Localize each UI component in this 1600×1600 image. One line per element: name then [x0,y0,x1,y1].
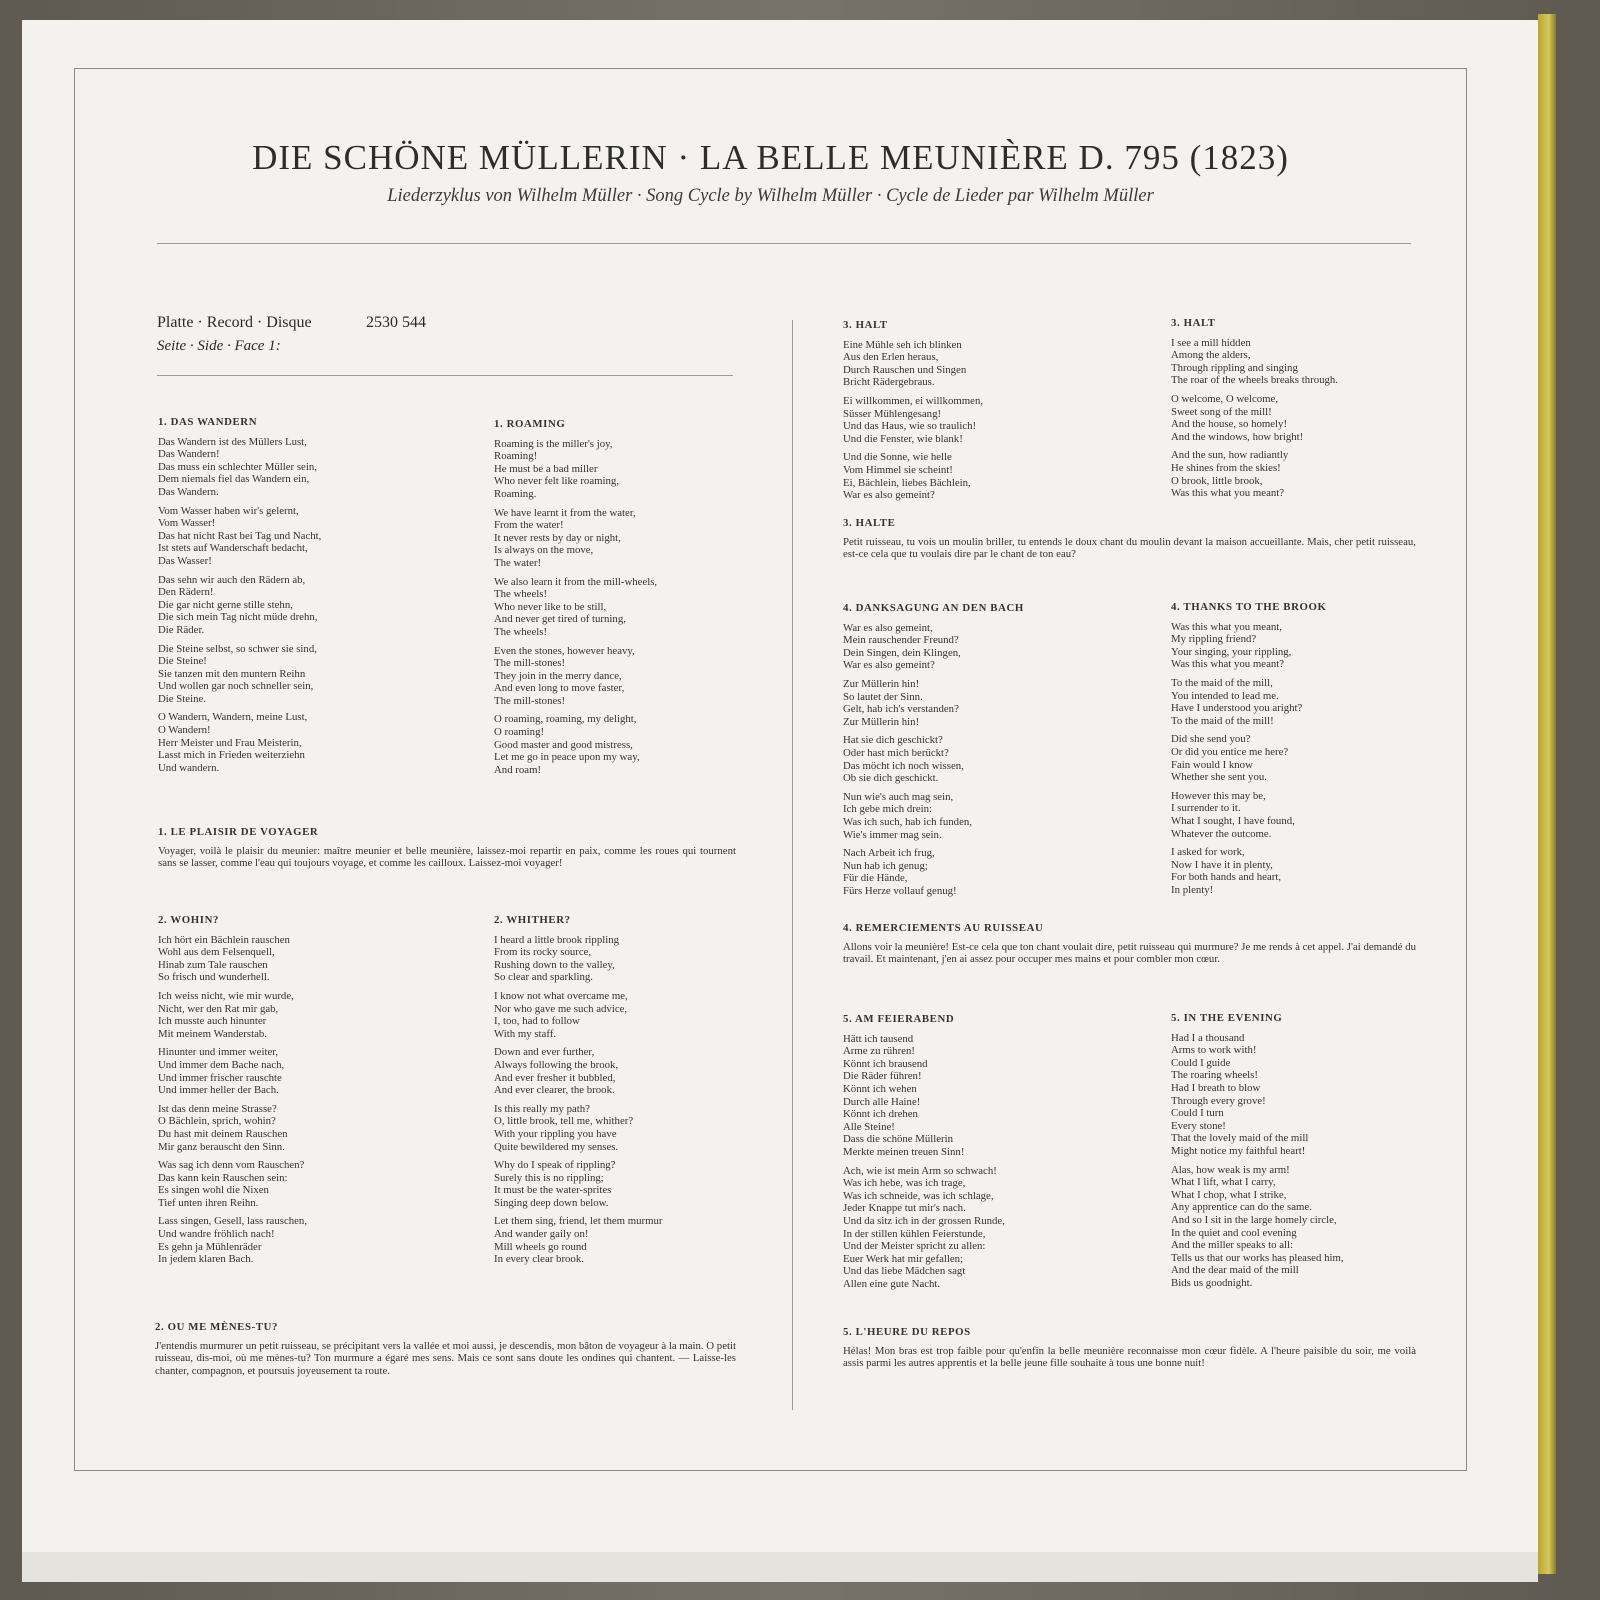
stanza [1171,733,1431,783]
song-heading: 4. REMERCIEMENTS AU RUISSEAU [843,922,1044,934]
verse-line: The mill-stones! [494,694,566,707]
verse-line: Das Wandern! [158,448,220,461]
song-1-english [494,418,764,782]
verse-line: I know not what overcame me, [494,989,628,1002]
verse-line: Ich musste auch hinunter [158,1015,267,1028]
song-heading: 1. ROAMING [494,418,566,430]
verse-line: That the lovely maid of the mill [1171,1132,1309,1145]
verse-line: O Wandern! [158,724,211,737]
verse-line: Have I understood you aright? [1171,702,1303,715]
verse-line: Mir ganz berauscht den Sinn. [158,1140,285,1153]
verse-line: Whatever the outcome. [1171,827,1272,840]
verse-line: Nach Arbeit ich frug, [843,847,935,860]
verse-line: And ever clearer, the brook. [494,1084,615,1097]
verse-line: Roaming. [494,487,537,500]
record-number: 2530 544 [366,314,426,331]
stanza [843,339,1143,389]
verse-line: Nor who gave me such advice, [494,1002,628,1015]
verse-line: Süsser Mühlengesang! [843,407,942,420]
verse-line: Roaming! [494,450,538,463]
song-heading: 3. HALTE [843,517,896,529]
verse-line: Fain would I know [1171,758,1253,771]
verse-line: From the water! [494,519,564,532]
record-divider [157,375,733,376]
verse-line: What I lift, what I carry, [1171,1176,1276,1189]
verse-line: With your rippling you have [494,1127,617,1140]
verse-line: Nun hab ich genug; [843,859,928,872]
verse-line: Tief unten ihren Reihn. [158,1196,259,1209]
verse-line: Mein rauschender Freund? [843,634,959,647]
verse-line: Sweet song of the mill! [1171,405,1272,418]
verse-line: Quite bewildered my senses. [494,1140,619,1153]
verse-line: To the maid of the mill! [1171,714,1274,727]
verse-line: From its rocky source, [494,946,592,959]
verse-line: The roar of the wheels breaks through. [1171,374,1338,387]
verse-line: Fürs Herze vollauf genug! [843,884,957,897]
song-heading: 3. HALT [1171,317,1216,329]
verse-line: Bricht Rädergebraus. [843,376,935,389]
stanza [1171,621,1431,671]
verse-line: Ei, Bächlein, liebes Bächlein, [843,476,971,489]
stanza [1171,337,1431,387]
verse-line: Merkte meinen treuen Sinn! [843,1145,965,1158]
verse-line: In jedem klaren Bach. [158,1253,254,1266]
stanza [158,990,458,1040]
verse-line: Dein Singen, dein Klingen, [843,646,961,659]
verse-line: So frisch und wunderhell. [158,971,270,984]
insert-sheet-edge [22,1552,1538,1582]
verse-line: Könnt ich wehen [843,1082,917,1095]
verse-line: Your singing, your rippling, [1171,645,1292,658]
stanza [1171,393,1431,443]
verse-line: Wie's immer mag sein. [843,828,942,841]
verse-line: The water! [494,556,542,569]
verse-line: Was this what you meant? [1171,658,1285,671]
song-heading: 5. L'HEURE DU REPOS [843,1326,971,1338]
verse-line: War es also gemeint? [843,659,935,672]
verse-line: The roaring wheels! [1171,1069,1258,1082]
stanza [494,1159,764,1209]
verse-line: I heard a little brook rippling [494,933,620,946]
verse-line: Hinunter und immer weiter, [158,1046,279,1059]
verse-line: Whether she sent you. [1171,771,1267,784]
verse-line: And the windows, how bright! [1171,430,1304,443]
verse-line: Through rippling and singing [1171,361,1298,374]
verse-line: And the house, so homely! [1171,418,1288,431]
verse-line: Gelt, hab ich's verstanden? [843,703,959,716]
song-5-english [1171,1012,1431,1295]
verse-line: The wheels! [494,588,548,601]
stanza [158,1159,458,1209]
stanza [1171,1164,1431,1290]
song-5-french [843,1326,1416,1370]
verse-line: Ach, wie ist mein Arm so schwach! [843,1164,997,1177]
verse-line: Always following the brook, [494,1058,619,1071]
verse-line: So lautet der Sinn. [843,690,923,703]
verse-line: Den Rädern! [158,586,214,599]
summary-text: J'entendis murmurer un petit ruisseau, se précipitant vers la vallée et moi aussi, je descendis, mon bâton de voyageur à la main. O petit ruisseau, dis-moi, où me mènes-tu? Ton murmure a égaré mes sens. Mais ce sont sans doute les ondines qui chantent. — Laisse-les chanter, compagnon, et poursuis joyeusement ta route. [155,1339,736,1377]
stanza [494,990,764,1040]
verse-line: Könnt ich brausend [843,1057,928,1070]
song-1-french [158,826,736,870]
song-4-french [843,922,1416,966]
verse-line: Every stone! [1171,1119,1226,1132]
verse-line: Nicht, wer den Rat mir gab, [158,1002,279,1015]
stanza [494,1103,764,1153]
song-2-german [158,914,458,1272]
stanza [158,574,458,637]
song-2-english [494,914,764,1272]
verse-line: Arms to work with! [1171,1044,1257,1057]
verse-line: Und die Fenster, wie blank! [843,432,963,445]
verse-line: Und das liebe Mädchen sagt [843,1265,966,1278]
verse-line: Ob sie dich geschickt. [843,772,939,785]
song-1-german [158,416,458,780]
verse-line: Eine Mühle seh ich blinken [843,338,962,351]
verse-line: Alle Steine! [843,1120,895,1133]
page-title: DIE SCHÖNE MÜLLERIN · LA BELLE MEUNIÈRE D. 795 (1823) [252,138,1289,177]
verse-line: Was ich such, hab ich funden, [843,815,972,828]
verse-line: Did she send you? [1171,733,1251,746]
verse-line: Und wandern. [158,761,220,774]
verse-line: Tells us that our works has pleased him, [1171,1251,1344,1264]
song-heading: 5. AM FEIERABEND [843,1013,955,1025]
verse-line: Die gar nicht gerne stille stehn, [158,598,293,611]
page-subtitle: Liederzyklus von Wilhelm Müller · Song Cycle by Wilhelm Müller · Cycle de Lieder par Wilhelm Müller [387,186,1154,206]
verse-line: Zur Müllerin hin! [843,715,920,728]
verse-line: To the maid of the mill, [1171,676,1273,689]
verse-line: Was ich hebe, was ich trage, [843,1177,966,1190]
verse-line: And even long to move faster, [494,682,625,695]
verse-line: Und wollen gar noch schneller sein, [158,680,314,693]
verse-line: O roaming! [494,726,545,739]
verse-line: Für die Hände, [843,872,908,885]
verse-line: They join in the merry dance, [494,669,622,682]
song-5-german [843,1013,1143,1296]
verse-line: Rushing down to the valley, [494,958,615,971]
verse-line: Und der Meister spricht zu allen: [843,1240,986,1253]
stanza [1171,846,1431,896]
song-heading: 5. IN THE EVENING [1171,1012,1283,1024]
verse-line: Das kann kein Rauschen sein: [158,1171,288,1184]
verse-line: Could I guide [1171,1056,1231,1069]
verse-line: War es also gemeint? [843,489,935,502]
verse-line: Ist stets auf Wanderschaft bedacht, [158,542,308,555]
verse-line: Had I a thousand [1171,1031,1245,1044]
verse-line: Was sag ich denn vom Rauschen? [158,1159,305,1172]
summary-text: Petit ruisseau, tu vois un moulin briller, tu entends le doux chant du moulin devant la maison accueillante. Mais, cher petit ruisseau, est-ce cela que tu voulais dire par le chant de ton eau? [843,535,1416,561]
verse-line: And so I sit in the large homely circle, [1171,1213,1337,1226]
title-divider [157,243,1411,244]
stanza [158,1215,458,1265]
stanza [843,847,1143,897]
verse-line: Surely this is no rippling; [494,1171,604,1184]
verse-line: Good master and good mistress, [494,738,633,751]
verse-line: Arme zu rühren! [843,1045,915,1058]
verse-line: Ei willkommen, ei willkommen, [843,394,984,407]
summary-text: Allons voir la meunière! Est-ce cela que ton chant voulait dire, petit ruisseau qui murmure? Je me rends à cet appel. J'ai demandé du travail. Et maintenant, j'en ai assez pour occuper mes mains et pour combler mon cœur. [843,940,1416,966]
verse-line: Und da sitz ich in der grossen Runde, [843,1214,1005,1227]
verse-line: For both hands and heart, [1171,871,1282,884]
stanza [843,734,1143,784]
verse-line: Wohl aus dem Felsenquell, [158,946,275,959]
verse-line: And never get tired of turning, [494,613,626,626]
verse-line: Das möcht ich noch wissen, [843,759,964,772]
verse-line: Durch Rauschen und Singen [843,363,967,376]
verse-line: Who never like to be still, [494,600,607,613]
verse-line: Die sich mein Tag nicht müde drehn, [158,611,318,624]
verse-line: Das muss ein schlechter Müller sein, [158,460,317,473]
verse-line: In the quiet and cool evening [1171,1226,1297,1239]
verse-line: Singing deep down below. [494,1196,609,1209]
verse-line: Euer Werk hat mir gefallen; [843,1252,964,1265]
verse-line: In der stillen kühlen Feierstunde, [843,1227,986,1240]
verse-line: However this may be, [1171,789,1266,802]
verse-line: Und immer dem Bache nach, [158,1058,285,1071]
verse-line: War es also gemeint, [843,621,933,634]
verse-line: Vom Himmel sie scheint! [843,463,953,476]
verse-line: Dem niemals fiel das Wandern ein, [158,473,310,486]
verse-line: Das Wandern. [158,485,219,498]
verse-line: Even the stones, however heavy, [494,644,635,657]
verse-line: Could I turn [1171,1107,1224,1120]
verse-line: Roaming is the miller's joy, [494,437,613,450]
verse-line: So clear and sparkling. [494,971,593,984]
stanza [158,711,458,774]
side-label: Seite · Side · Face 1: [157,338,281,354]
verse-line: And ever fresher it bubbled, [494,1071,616,1084]
verse-line: Die Räder. [158,623,205,636]
verse-line: Is always on the move, [494,544,594,557]
verse-line: In plenty! [1171,883,1214,896]
verse-line: Und wandre fröhlich nach! [158,1228,275,1241]
song-heading: 1. DAS WANDERN [158,416,258,428]
stanza [494,645,764,708]
stanza [1171,790,1431,840]
song-3-german [843,319,1143,508]
verse-line: Und die Sonne, wie helle [843,451,952,464]
verse-line: Hinab zum Tale rauschen [158,958,268,971]
stanza [843,395,1143,445]
verse-line: Die Räder führen! [843,1070,922,1083]
verse-line: Nun wie's auch mag sein, [843,790,954,803]
stanza [158,643,458,706]
stanza [843,678,1143,728]
stanza [1171,677,1431,727]
verse-line: And the dear maid of the mill [1171,1264,1299,1277]
verse-line: Hätt ich tausend [843,1032,914,1045]
summary-text: Voyager, voilà le plaisir du meunier: maître meunier et belle meunière, laissez-moi repartir en paix, comme les roues qui tournent sans se lasser, comme l'eau qui toujours voyage, et comme les cailloux. Laissez-moi voyager! [158,844,736,870]
stanza [494,1046,764,1096]
verse-line: Who never felt like roaming, [494,475,620,488]
song-heading: 2. WHITHER? [494,914,571,926]
verse-line: Had I breath to blow [1171,1081,1261,1094]
verse-line: Was this what you meant, [1171,620,1282,633]
verse-line: He must be a bad miller [494,462,598,475]
stanza [494,1215,764,1265]
verse-line: O welcome, O welcome, [1171,392,1279,405]
stanza [843,1033,1143,1159]
verse-line: We also learn it from the mill-wheels, [494,575,658,588]
verse-line: Was this what you meant? [1171,487,1285,500]
verse-line: Herr Meister und Frau Meisterin, [158,736,302,749]
verse-line: With my staff. [494,1027,557,1040]
verse-line: And roam! [494,763,542,776]
verse-line: I, too, had to follow [494,1015,580,1028]
verse-line: Und immer heller der Bach. [158,1084,279,1097]
verse-line: Mit meinem Wanderstab. [158,1027,267,1040]
verse-line: Jeder Knappe tut mir's nach. [843,1202,966,1215]
verse-line: Das sehn wir auch den Rädern ab, [158,573,306,586]
verse-line: And the sun, how radiantly [1171,449,1289,462]
verse-line: What I chop, what I strike, [1171,1188,1287,1201]
verse-line: Durch alle Haine! [843,1095,921,1108]
verse-line: Among the alders, [1171,349,1251,362]
stanza [1171,449,1431,499]
stanza [843,791,1143,841]
verse-line: We have learnt it from the water, [494,506,636,519]
verse-line: Down and ever further, [494,1046,595,1059]
verse-line: Let them sing, friend, let them murmur [494,1215,663,1228]
verse-line: In every clear brook. [494,1253,584,1266]
verse-line: Hat sie dich geschickt? [843,734,943,747]
verse-line: Allen eine gute Nacht. [843,1277,941,1290]
verse-line: Is this really my path? [494,1102,590,1115]
verse-line: He shines from the skies! [1171,461,1281,474]
verse-line: Es gehn ja Mühlenräder [158,1240,262,1253]
stanza [494,934,764,984]
verse-line: Sie tanzen mit den muntern Reihn [158,667,306,680]
verse-line: O, little brook, tell me, whither? [494,1115,634,1128]
verse-line: The mill-stones! [494,657,566,670]
stanza [1171,1032,1431,1158]
song-4-german [843,602,1143,903]
song-2-french [155,1321,736,1377]
stanza [158,505,458,568]
verse-line: O Wandern, Wandern, meine Lust, [158,711,308,724]
verse-line: Ist das denn meine Strasse? [158,1102,277,1115]
verse-line: Vom Wasser! [158,517,216,530]
verse-line: Vom Wasser haben wir's gelernt, [158,504,299,517]
song-heading: 1. LE PLAISIR DE VOYAGER [158,826,319,838]
verse-line: I asked for work, [1171,846,1245,859]
verse-line: Das Wandern ist des Müllers Lust, [158,435,307,448]
verse-line: Es singen wohl die Nixen [158,1184,269,1197]
stanza [494,576,764,639]
stanza [494,438,764,501]
verse-line: Ich hört ein Bächlein rauschen [158,933,290,946]
verse-line: Any apprentice can do the same. [1171,1201,1312,1214]
verse-line: Or did you entice me here? [1171,745,1289,758]
summary-text: Hélas! Mon bras est trop faible pour qu'enfin la belle meunière reconnaisse mon cœur fidèle. A l'heure paisible du soir, me voilà assis parmi les autres apprentis et la belle jeune fille souhaite à tous une bonne nuit! [843,1344,1416,1370]
verse-line: Lasst mich in Frieden weiterziehn [158,749,305,762]
verse-line: I see a mill hidden [1171,336,1251,349]
stanza [843,1165,1143,1291]
song-3-english [1171,317,1431,506]
stanza [158,436,458,499]
verse-line: Aus den Erlen heraus, [843,351,939,364]
verse-line: Das hat nicht Rast bei Tag und Nacht, [158,529,322,542]
song-heading: 2. OU ME MÈNES-TU? [155,1321,278,1333]
sleeve-yellow-edge [1538,14,1556,1574]
verse-line: Dass die schöne Müllerin [843,1133,954,1146]
verse-line: Why do I speak of rippling? [494,1159,616,1172]
verse-line: O Bächlein, sprich, wohin? [158,1115,276,1128]
song-heading: 2. WOHIN? [158,914,219,926]
column-divider [792,320,793,1410]
verse-line: Du hast mit deinem Rauschen [158,1127,288,1140]
verse-line: Und immer frischer rauschte [158,1071,282,1084]
stanza [843,622,1143,672]
verse-line: Mill wheels go round [494,1240,587,1253]
verse-line: Zur Müllerin hin! [843,677,920,690]
song-3-french [843,517,1416,561]
verse-line: The wheels! [494,625,548,638]
song-heading: 4. DANKSAGUNG AN DEN BACH [843,602,1024,614]
verse-line: It never rests by day or night, [494,531,621,544]
stanza [158,934,458,984]
stanza [494,507,764,570]
verse-line: Ich weiss nicht, wie mir wurde, [158,989,294,1002]
verse-line: My rippling friend? [1171,633,1257,646]
verse-line: What I sought, I have found, [1171,814,1295,827]
verse-line: And the miller speaks to all: [1171,1239,1294,1252]
verse-line: O roaming, roaming, my delight, [494,713,637,726]
song-heading: 3. HALT [843,319,888,331]
verse-line: Das Wasser! [158,554,212,567]
verse-line: Und das Haus, wie so traulich! [843,420,977,433]
verse-line: Die Steine! [158,655,207,668]
verse-line: Lass singen, Gesell, lass rauschen, [158,1215,308,1228]
stanza [843,451,1143,501]
verse-line: Die Steine. [158,692,206,705]
verse-line: Let me go in peace upon my way, [494,751,640,764]
verse-line: Was ich schneide, was ich schlage, [843,1189,994,1202]
verse-line: Might notice my faithful heart! [1171,1144,1306,1157]
verse-line: O brook, little brook, [1171,474,1263,487]
verse-line: It must be the water-sprites [494,1184,612,1197]
verse-line: Ich gebe mich drein: [843,803,933,816]
song-heading: 4. THANKS TO THE BROOK [1171,601,1327,613]
verse-line: Alas, how weak is my arm! [1171,1163,1290,1176]
verse-line: Könnt ich drehen [843,1108,918,1121]
verse-line: Die Steine selbst, so schwer sie sind, [158,642,317,655]
verse-line: You intended to lead me. [1171,689,1279,702]
stanza [494,713,764,776]
verse-line: Through every grove! [1171,1094,1266,1107]
record-label: Platte · Record · Disque [157,314,312,331]
song-4-english [1171,601,1431,902]
verse-line: I surrender to it. [1171,802,1241,815]
verse-line: Oder hast mich berückt? [843,746,949,759]
verse-line: And wander gaily on! [494,1228,589,1241]
stanza [158,1046,458,1096]
stanza [158,1103,458,1153]
verse-line: Now I have it in plenty, [1171,858,1273,871]
verse-line: Bids us goodnight. [1171,1276,1253,1289]
